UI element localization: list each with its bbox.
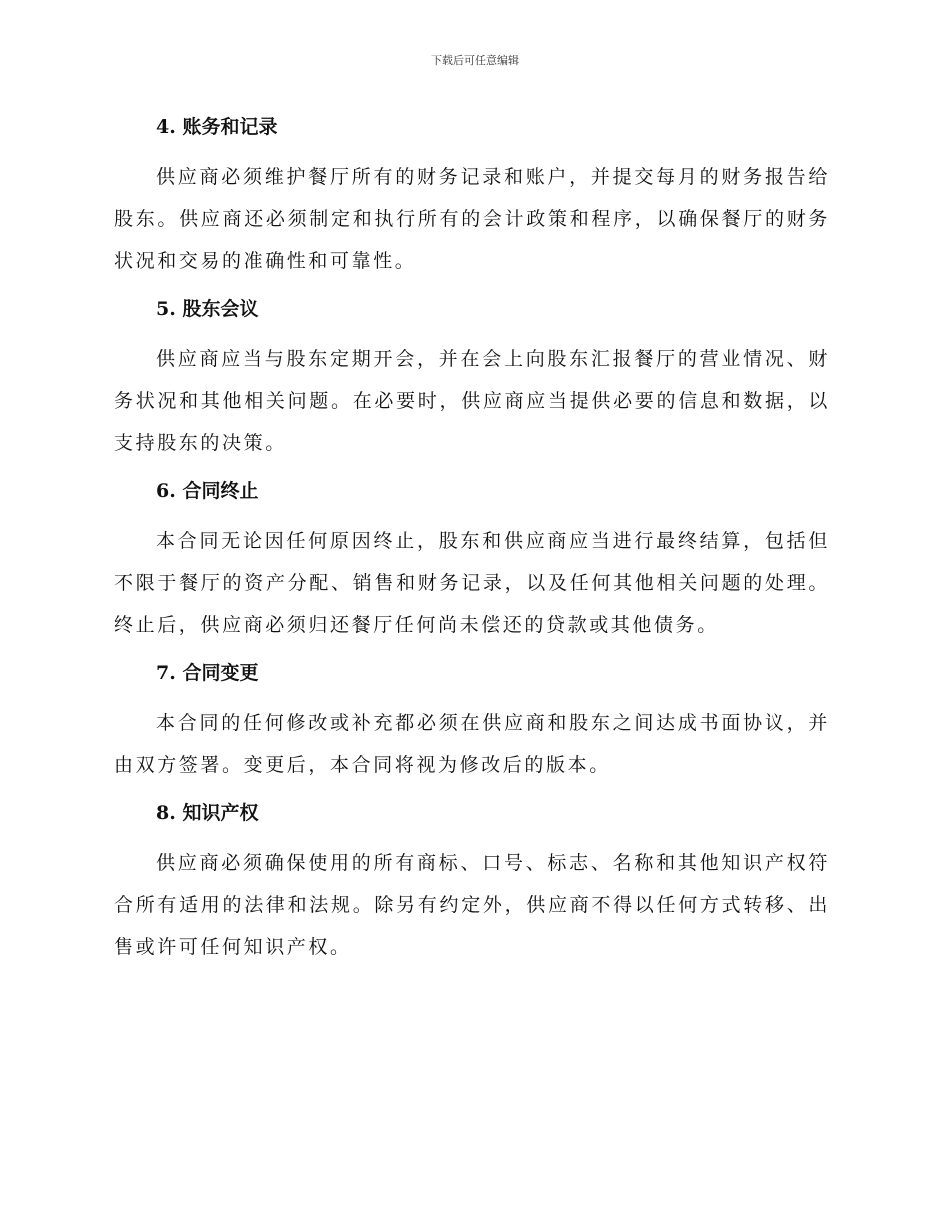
section-accounts-and-records <box>114 108 830 282</box>
section-paragraph: 供应商应当与股东定期开会，并在会上向股东汇报餐厅的营业情况、财务状况和其他相关问题。在必要时，供应商应当提供必要的信息和数据，以支持股东的决策。 <box>114 348 830 454</box>
section-heading: 8. 知识产权 <box>156 802 259 824</box>
section-paragraph: 本合同无论因任何原因终止，股东和供应商应当进行最终结算，包括但不限于餐厅的资产分配、销售和财务记录，以及任何其他相关问题的处理。终止后，供应商必须归还餐厅任何尚未偿还的贷款或其他债务。 <box>114 530 830 636</box>
page-header: 下载后可任意编辑 <box>431 54 519 67</box>
document-body <box>114 108 830 968</box>
section-heading: 5. 股东会议 <box>156 298 259 320</box>
section-contract-termination <box>114 472 830 646</box>
section-paragraph: 供应商必须维护餐厅所有的财务记录和账户，并提交每月的财务报告给股东。供应商还必须制定和执行所有的会计政策和程序，以确保餐厅的财务状况和交易的准确性和可靠性。 <box>114 166 830 272</box>
section-heading: 4. 账务和记录 <box>156 116 278 138</box>
section-paragraph: 本合同的任何修改或补充都必须在供应商和股东之间达成书面协议，并由双方签署。变更后，本合同将视为修改后的版本。 <box>114 712 830 776</box>
section-paragraph: 供应商必须确保使用的所有商标、口号、标志、名称和其他知识产权符合所有适用的法律和法规。除另有约定外，供应商不得以任何方式转移、出售或许可任何知识产权。 <box>114 852 830 958</box>
section-heading: 6. 合同终止 <box>156 480 259 502</box>
section-intellectual-property <box>114 794 830 968</box>
section-shareholder-meetings <box>114 290 830 464</box>
section-heading: 7. 合同变更 <box>156 662 259 684</box>
section-contract-amendment <box>114 654 830 786</box>
